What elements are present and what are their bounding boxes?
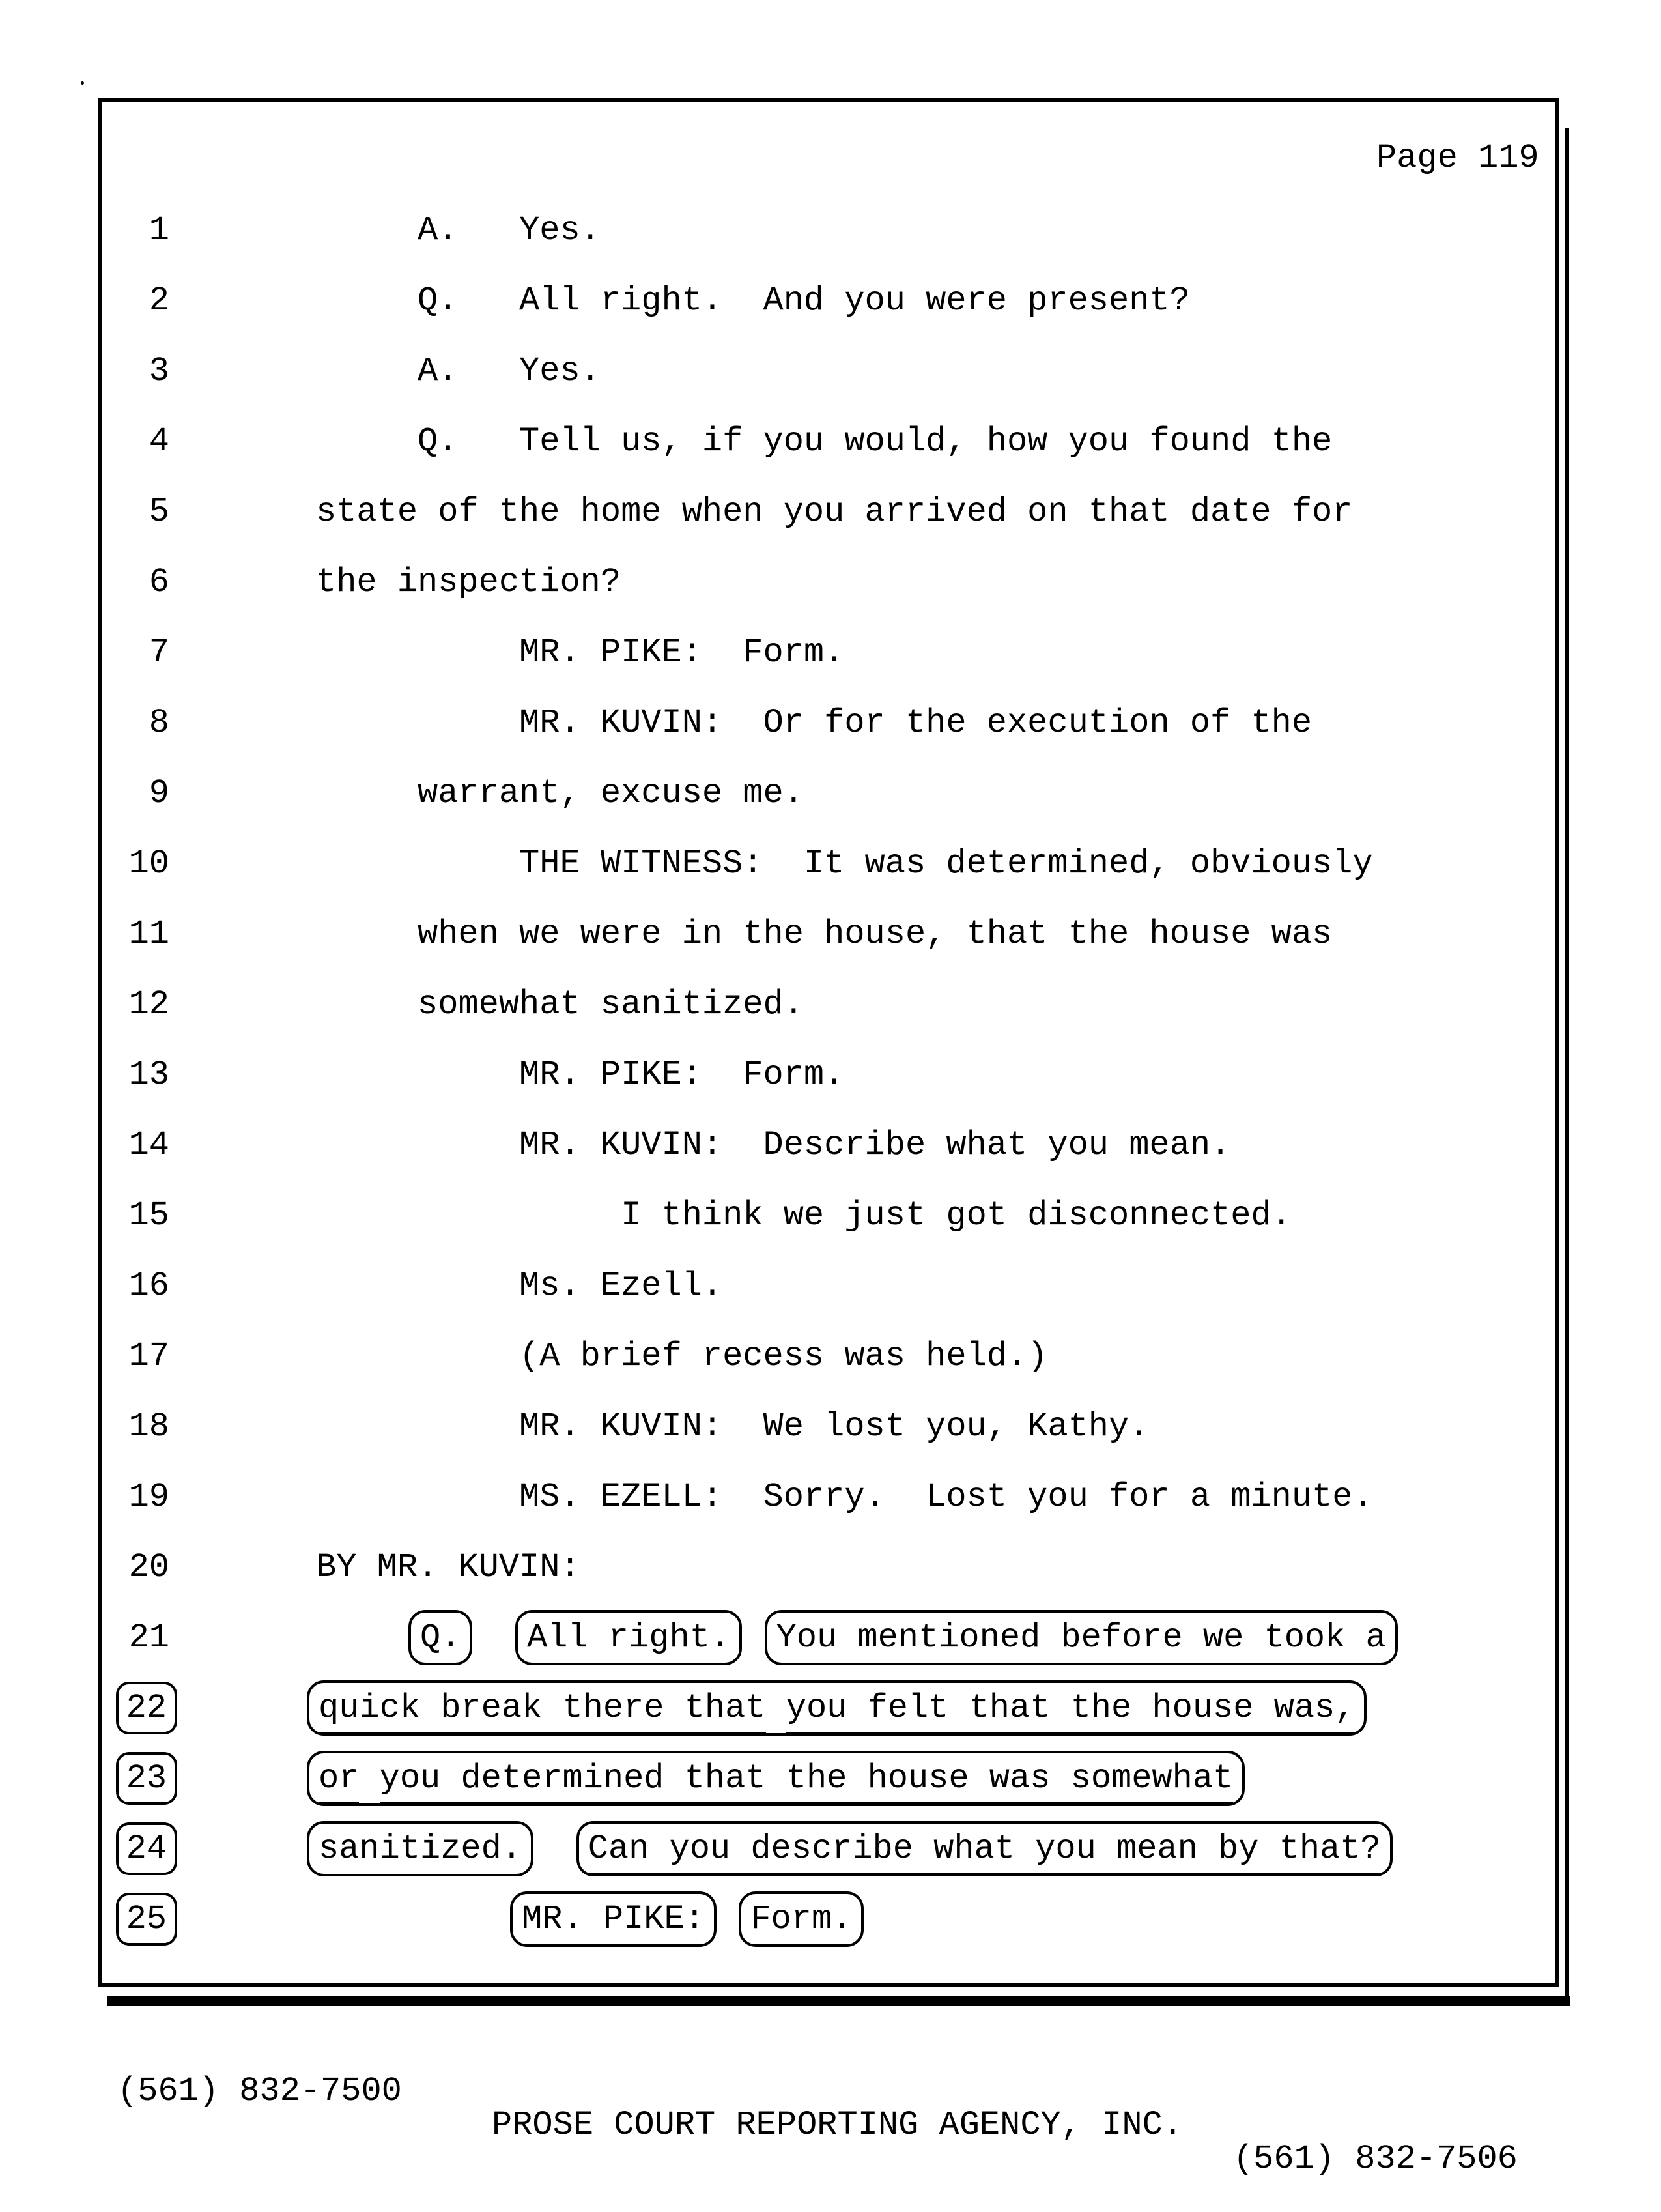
line-text: BY MR. KUVIN: [316,1548,580,1587]
line-text: warrant, excuse me. [316,774,804,812]
page-number-label: Page 119 [1376,139,1539,177]
line-number: 3 [149,352,169,390]
line-text [316,1691,1357,1725]
line-number: 10 [128,844,169,883]
line-number: 13 [128,1056,169,1094]
line-text: somewhat sanitized. [316,985,804,1024]
annotation-oval [765,1610,1398,1665]
annotation-oval [510,1891,717,1947]
underlined-text: quick break there that [319,1689,766,1734]
line-text [316,1759,1236,1798]
line-text [316,1900,855,1938]
line-text: MR. KUVIN: Or for the execution of the [316,704,1313,742]
line-number: 18 [128,1407,169,1446]
line-text: MR. PIKE: Form. [316,1056,845,1094]
line-number [117,1900,169,1938]
line-text: when we were in the house, that the house was [316,915,1333,953]
line-text: state of the home when you arrived on that date for [316,493,1353,531]
line-number: 1 [149,211,169,250]
footer-phone-left: (561) 832-7500 [117,2072,402,2110]
oval-text [766,1689,786,1727]
oval-text [359,1759,379,1798]
line-text: Ms. Ezell. [316,1267,723,1305]
line-text: MS. EZELL: Sorry. Lost you for a minute. [316,1478,1373,1516]
annotation-oval: 25 [116,1893,177,1946]
line-number: 14 [128,1126,169,1164]
line-number: 11 [128,915,169,953]
line-text [316,1618,1389,1657]
reporter-footer [0,2041,1661,2178]
line-number: 20 [128,1548,169,1587]
line-number: 7 [149,633,169,672]
annotation-oval [408,1610,472,1665]
line-text [316,1832,1384,1866]
annotation-oval [307,1751,1245,1806]
line-text: Q. Tell us, if you would, how you found the [316,422,1333,461]
oval-text: You mentioned before we took a [776,1618,1386,1657]
footer-agency-name: PROSE COURT REPORTING AGENCY, INC. [492,2106,1183,2144]
oval-text: All right. [527,1618,731,1657]
line-number: 5 [149,493,169,531]
line-text: the inspection? [316,563,621,601]
line-text: MR. PIKE: Form. [316,633,845,672]
line-number [117,1691,169,1725]
annotation-oval: 23 [116,1752,177,1805]
underlined-text: you determined that the house was somewhat [380,1759,1234,1805]
line-text: A. Yes. [316,352,601,390]
line-text: A. Yes. [316,211,601,250]
underlined-text: you felt that the house was, [786,1689,1356,1734]
line-number: 16 [128,1267,169,1305]
line-number [117,1832,169,1866]
annotation-oval [307,1821,533,1876]
annotation-oval [307,1680,1367,1736]
oval-text: MR. PIKE: [522,1900,705,1938]
annotation-oval [576,1821,1393,1876]
line-number: 15 [128,1196,169,1235]
line-number: 12 [128,985,169,1024]
oval-text: Q. [420,1618,461,1657]
line-text: MR. KUVIN: We lost you, Kathy. [316,1407,1150,1446]
annotation-oval: 22 [116,1682,177,1734]
oval-text: Form. [750,1900,853,1938]
annotation-oval: 24 [116,1822,177,1875]
line-number: 4 [149,422,169,461]
line-text: Q. All right. And you were present? [316,281,1190,320]
line-number: 19 [128,1478,169,1516]
oval-text: sanitized. [319,1830,522,1868]
annotation-oval [515,1610,742,1665]
footer-phone-right: (561) 832-7506 [1233,2140,1518,2178]
line-text: THE WITNESS: It was determined, obviously [316,844,1373,883]
line-text: (A brief recess was held.) [316,1337,1048,1375]
line-number: 21 [128,1618,169,1657]
underlined-text: or [319,1759,359,1805]
underlined-text: Can you describe what you mean by that? [588,1830,1381,1875]
line-number: 2 [149,281,169,320]
line-number: 6 [149,563,169,601]
line-text: MR. KUVIN: Describe what you mean. [316,1126,1231,1164]
line-text: I think we just got disconnected. [316,1196,1292,1235]
line-number [117,1759,169,1798]
line-number: 8 [149,704,169,742]
line-number: 9 [149,774,169,812]
annotation-oval [739,1891,864,1947]
line-number: 17 [128,1337,169,1375]
